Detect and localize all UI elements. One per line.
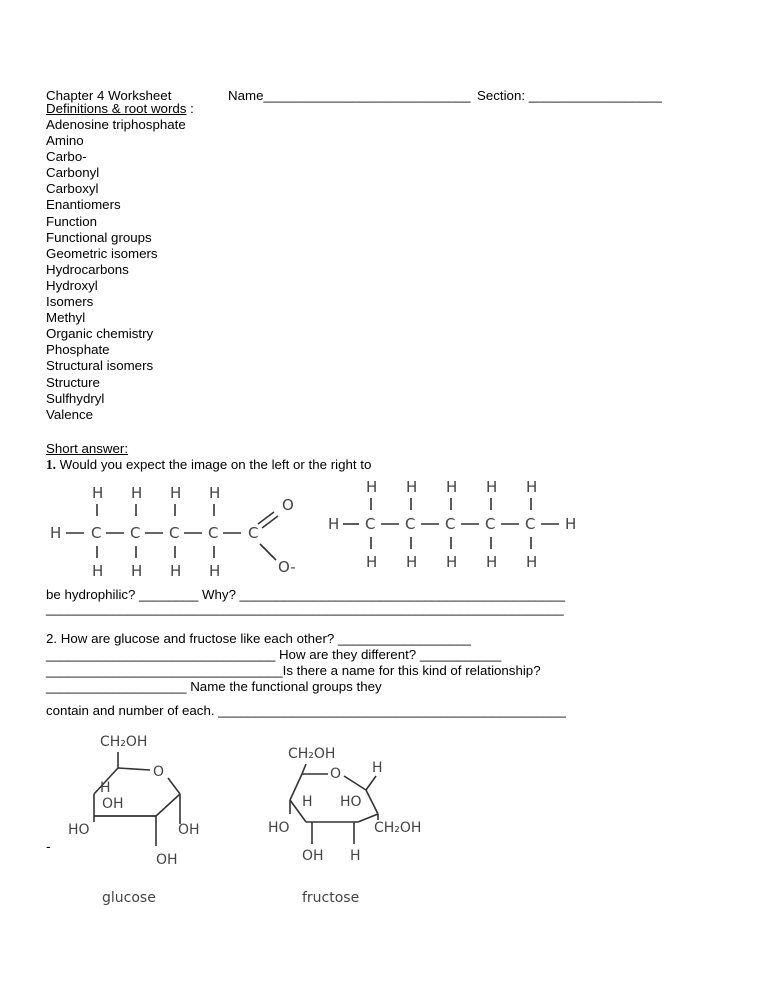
term-item: Structure	[46, 374, 100, 390]
fructose-ch2oh-top: CH₂OH	[288, 746, 336, 762]
carboxylate-structure	[46, 480, 306, 580]
atom-h: H	[131, 562, 143, 580]
atom-h: H	[92, 484, 104, 502]
fructose-h-top: H	[372, 760, 383, 776]
atom-h: H	[131, 484, 143, 502]
atom-c: C	[445, 515, 456, 533]
atom-h: H	[366, 553, 378, 571]
atom-c: C	[130, 524, 141, 542]
term-item: Structural isomers	[46, 358, 154, 374]
fructose-ho-mid: HO	[340, 794, 362, 810]
term-item: Function	[46, 213, 97, 229]
glucose-oh-bottom: OH	[156, 852, 178, 868]
fructose-oh-bottom: OH	[302, 848, 324, 864]
term-item: Valence	[46, 406, 94, 422]
atom-h: H	[406, 478, 418, 496]
term-item: Isomers	[46, 294, 94, 310]
glucose-label: glucose	[102, 890, 156, 906]
question-2-line-4[interactable]: ___________________ Name the functional groups they	[46, 679, 382, 694]
term-item: Methyl	[46, 310, 86, 326]
term-item: Sulfhydryl	[46, 390, 105, 406]
question-1-answer-line-2[interactable]: ______________________________________________________________________	[46, 601, 564, 616]
atom-h: H	[209, 484, 221, 502]
atom-h: H	[328, 515, 340, 533]
short-answer-heading: Short answer:	[46, 441, 129, 456]
fructose-h-bottom: H	[350, 848, 361, 864]
atom-h: H	[446, 478, 458, 496]
terms-list	[46, 117, 186, 423]
atom-h: H	[486, 553, 498, 571]
fructose-h-mid: H	[302, 794, 313, 810]
fructose-label: fructose	[302, 890, 360, 906]
glucose-oh-right: OH	[178, 822, 200, 838]
atom-c: C	[91, 524, 102, 542]
fructose-ring-o: O	[330, 766, 342, 782]
atom-c: C	[365, 515, 376, 533]
name-field[interactable]: Name____________________________	[228, 88, 471, 103]
atom-c: C	[248, 524, 259, 542]
atom-h: H	[170, 484, 182, 502]
term-item: Carboxyl	[46, 181, 99, 197]
term-item: Geometric isomers	[46, 245, 158, 261]
fructose-structure	[262, 740, 462, 910]
atom-h: H	[526, 478, 538, 496]
fructose-ch2oh-right: CH₂OH	[374, 820, 422, 836]
pentane-structure	[326, 474, 596, 574]
atom-h: H	[92, 562, 104, 580]
atom-h: H	[486, 478, 498, 496]
definitions-heading: Definitions & root words :	[46, 101, 194, 116]
term-item: Phosphate	[46, 342, 110, 358]
atom-h: H	[406, 553, 418, 571]
question-2-line-1[interactable]: 2. How are glucose and fructose like each other? __________________	[46, 631, 472, 646]
fructose-ho-left: HO	[268, 820, 290, 836]
question-2-line-5[interactable]: contain and number of each. _______________________________________________	[46, 703, 566, 718]
atom-h: H	[209, 562, 221, 580]
glucose-ho: HO	[68, 822, 90, 838]
atom-o: O	[282, 496, 294, 514]
question-2-line-2[interactable]: _______________________________ How are they different? ___________	[46, 647, 502, 662]
atom-h: H	[565, 515, 577, 533]
term-item: Enantiomers	[46, 197, 121, 213]
question-1-answer-line[interactable]: be hydrophilic? ________ Why? ____________________________________________	[46, 587, 566, 602]
question-2-line-3[interactable]: ________________________________Is there a name for this kind of relationship?	[46, 663, 541, 678]
atom-o-minus: O-	[278, 558, 296, 576]
question-1-prompt: 1. Would you expect the image on the left or the right to	[46, 457, 372, 472]
stray-dash: -	[46, 838, 51, 854]
glucose-ring-o: O	[153, 764, 165, 780]
term-item: Carbo-	[46, 149, 87, 165]
term-item: Adenosine triphosphate	[46, 117, 186, 132]
atom-h: H	[50, 524, 62, 542]
term-item: Carbonyl	[46, 165, 100, 181]
glucose-structure	[60, 728, 230, 908]
section-field[interactable]: Section: __________________	[477, 88, 662, 103]
atom-c: C	[405, 515, 416, 533]
atom-h: H	[366, 478, 378, 496]
term-item: Organic chemistry	[46, 326, 154, 342]
term-item: Amino	[46, 133, 84, 149]
atom-h: H	[170, 562, 182, 580]
glucose-ch2oh: CH₂OH	[100, 734, 148, 750]
atom-c: C	[485, 515, 496, 533]
atom-h: H	[446, 553, 458, 571]
glucose-oh: OH	[102, 796, 124, 812]
term-item: Hydroxyl	[46, 277, 98, 293]
worksheet-title: Chapter 4 Worksheet	[46, 88, 172, 103]
term-item: Functional groups	[46, 229, 152, 245]
atom-h: H	[526, 553, 538, 571]
glucose-h: H	[100, 780, 111, 796]
atom-c: C	[525, 515, 536, 533]
atom-c: C	[208, 524, 219, 542]
atom-c: C	[169, 524, 180, 542]
term-item: Hydrocarbons	[46, 261, 129, 277]
